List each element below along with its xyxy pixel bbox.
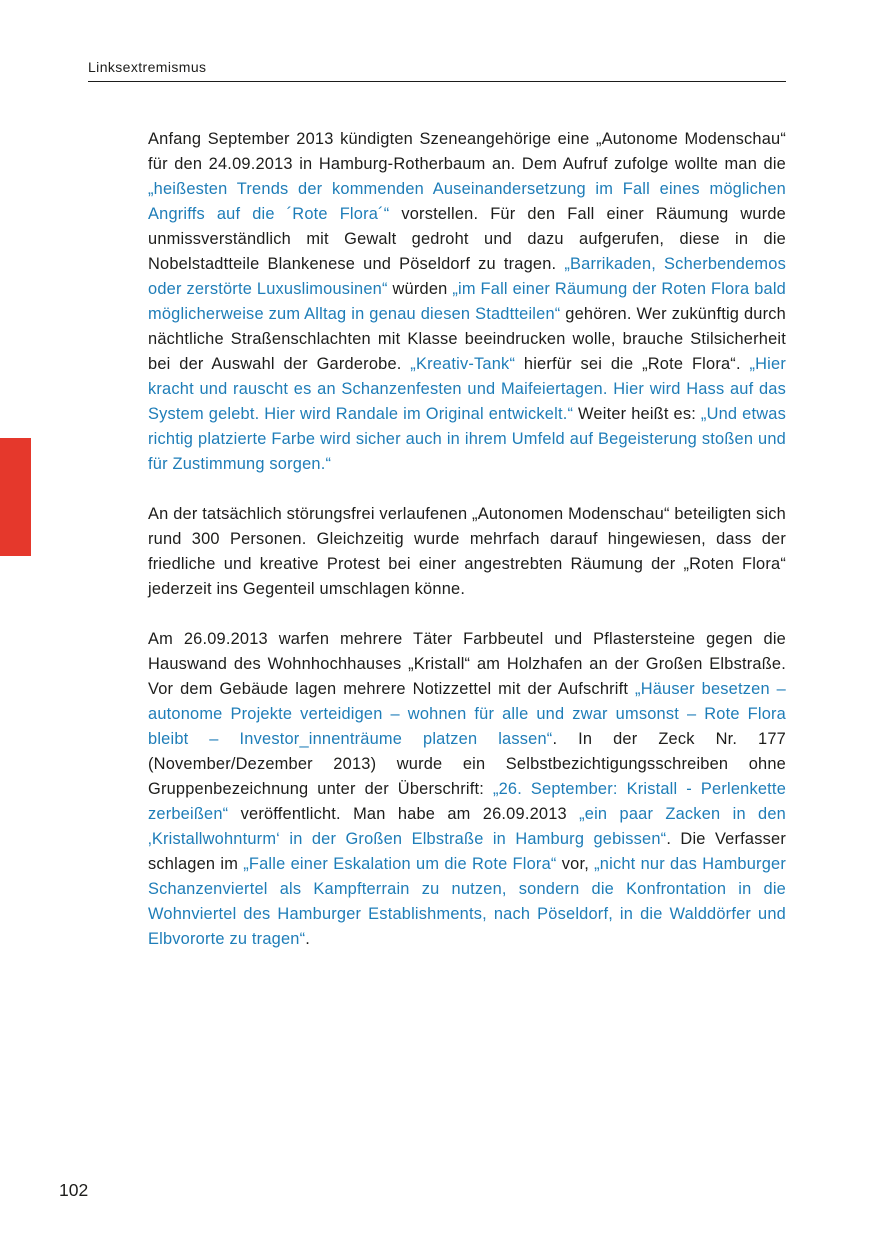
- quoted-text: „Häuser besetzen – autonome Projekte verteidigen – wohnen für alle und zwar umsonst – Rote Flora bleibt – Investor_innenträume platzen lassen“: [148, 680, 786, 748]
- quoted-text: „Kreativ-Tank“: [410, 355, 516, 373]
- header-rule: [88, 81, 786, 82]
- body-text: . In der Zeck Nr. 177 (November/Dezember 2013) wurde ein Selbstbezichtigungsschreiben ohne Gruppenbezeichnung unter der Überschrift:: [148, 730, 786, 798]
- body-text: An der tatsächlich störungsfrei verlaufenen „Autonomen Modenschau“ beteiligten sich rund 300 Personen. Gleichzeitig wurde mehrfach darauf hingewiesen, dass der friedliche und kreative Protest bei einer angestrebten Räumung der „Roten Flora“ jederzeit ins Gegenteil umschlagen könne.: [148, 505, 786, 598]
- body-text: würden: [387, 280, 453, 298]
- body-text: hierfür sei die „Rote Flora“.: [515, 355, 750, 373]
- quoted-text: „heißesten Trends der kommenden Auseinandersetzung im Fall eines möglichen Angriffs auf die ´Rote Flora´“: [148, 180, 786, 223]
- chapter-marker-tab: [0, 438, 31, 556]
- body-text: . Die Verfasser schlagen im: [148, 830, 786, 873]
- body-text: Weiter heißt es:: [573, 405, 701, 423]
- body-text: veröffentlicht. Man habe am 26.09.2013: [228, 805, 580, 823]
- body-text: .: [305, 930, 311, 948]
- quoted-text: „Barrikaden, Scherbendemos oder zerstörte Luxuslimousinen“: [148, 255, 786, 298]
- body-text: gehören. Wer zukünftig durch nächtliche Straßenschlachten mit Klasse beeindrucken wolle, brauche Stilsicherheit bei der Auswahl der Garderobe.: [148, 305, 786, 373]
- body-paragraph-3: [148, 627, 786, 952]
- body-text: Anfang September 2013 kündigten Szeneangehörige eine „Autonome Modenschau“ für den 24.09.2013 in Hamburg-Rotherbaum an. Dem Aufruf zufolge wollte man die: [148, 130, 786, 173]
- body-text: vor,: [556, 855, 595, 873]
- page-number: 102: [59, 1180, 89, 1200]
- body-text: Am 26.09.2013 warfen mehrere Täter Farbbeutel und Pflastersteine gegen die Hauswand des Wohnhochhauses „Kristall“ am Holzhafen an der Großen Elbstraße. Vor dem Gebäude lagen mehrere Notizzettel mit der Aufschrift: [148, 630, 786, 698]
- body-paragraph-1: [148, 127, 786, 477]
- quoted-text: „nicht nur das Hamburger Schanzenviertel als Kampfterrain zu nutzen, sondern die Konfrontation in die Wohnviertel des Hamburger Establishments, nach Pöseldorf, in die Walddörfer und Elbvororte zu tragen“: [148, 855, 787, 948]
- body-text: vorstellen. Für den Fall einer Räumung wurde unmissverständlich mit Gewalt gedroht und dazu aufgerufen, diese in die Nobelstadtteile Blankenese und Pöseldorf zu tragen.: [148, 205, 786, 273]
- quoted-text: „Falle einer Eskalation um die Rote Flora“: [243, 855, 557, 873]
- page-content: [148, 127, 786, 977]
- section-header-label: Linksextremismus: [88, 59, 207, 75]
- quoted-text: „ein paar Zacken in den ‚Kristallwohnturm‘ in der Großen Elbstraße in Hamburg gebissen“: [148, 805, 786, 848]
- quoted-text: „Hier kracht und rauscht es an Schanzenfesten und Maifeiertagen. Hier wird Hass auf das System gelebt. Hier wird Randale im Original entwickelt.“: [148, 355, 786, 423]
- body-paragraph-2: [148, 502, 786, 602]
- quoted-text: „im Fall einer Räumung der Roten Flora bald möglicherweise zum Alltag in genau diesen Stadtteilen“: [148, 280, 786, 323]
- quoted-text: „26. September: Kristall - Perlenkette zerbeißen“: [148, 780, 787, 823]
- quoted-text: „Und etwas richtig platzierte Farbe wird sicher auch in ihrem Umfeld auf Begeisterung stoßen und für Zustimmung sorgen.“: [148, 405, 786, 473]
